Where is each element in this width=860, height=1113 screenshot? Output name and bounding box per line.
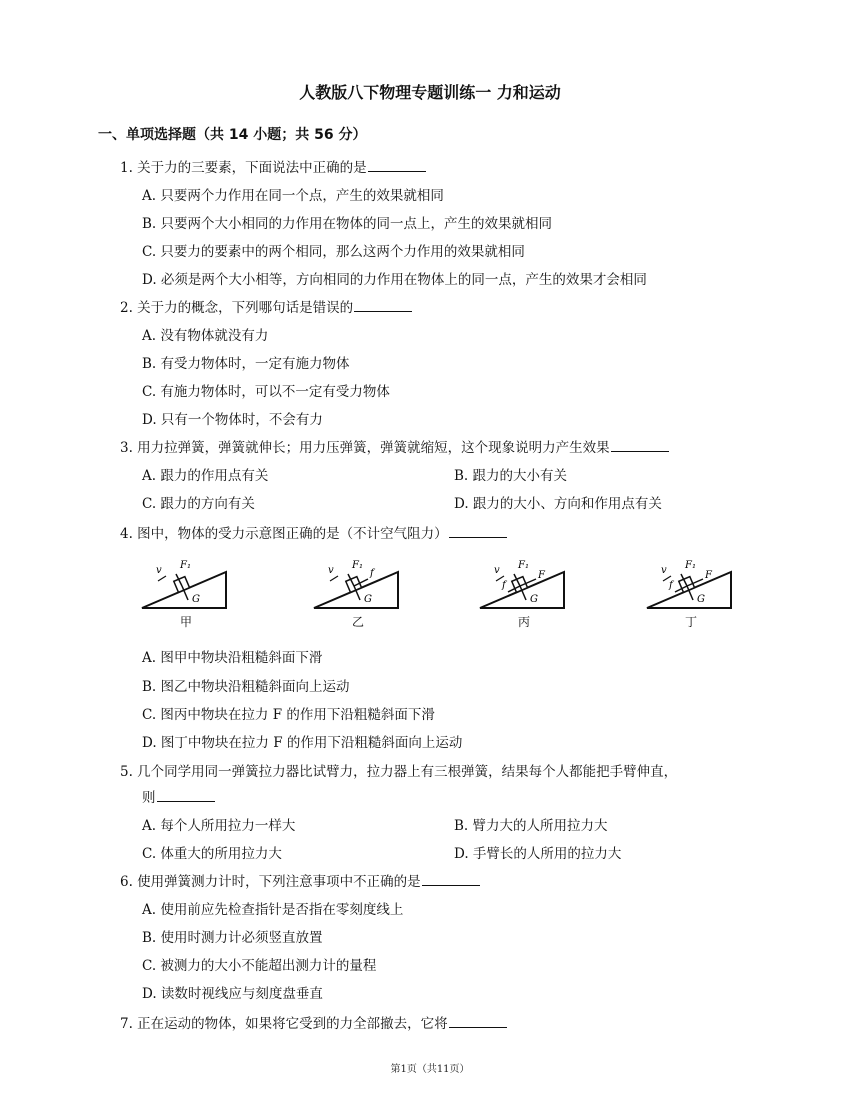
option: C. 只要力的要素中的两个相同，那么这两个力作用的效果就相同 xyxy=(142,244,525,260)
question-5-stem-cont: 则 xyxy=(142,786,215,806)
friction-label: f xyxy=(669,580,673,591)
question-4-stem: 4. 图中，物体的受力示意图正确的是（不计空气阻力） xyxy=(120,522,507,542)
option: C. 被测力的大小不能超出测力计的量程 xyxy=(142,958,377,974)
figure-label: 丙 xyxy=(517,615,530,629)
question-7-stem: 7. 正在运动的物体，如果将它受到的力全部撤去，它将 xyxy=(120,1012,507,1032)
option: B. 臂力大的人所用拉力大 xyxy=(454,818,608,834)
velocity-label: v xyxy=(328,565,334,576)
option: C. 图丙中物块在拉力 F 的作用下沿粗糙斜面下滑 xyxy=(142,707,435,723)
option: D. 必须是两个大小相等，方向相同的力作用在物体上的同一点，产生的效果才会相同 xyxy=(142,272,647,288)
force-label: F₁ xyxy=(685,560,696,571)
option: B. 只要两个大小相同的力作用在物体的同一点上，产生的效果就相同 xyxy=(142,216,553,232)
page-title: 人教版八下物理专题训练一 力和运动 xyxy=(299,83,561,102)
pull-force-label: F xyxy=(705,570,712,581)
option: B. 跟力的大小有关 xyxy=(454,468,568,484)
friction-label: f xyxy=(502,580,506,591)
option: A. 只要两个力作用在同一个点，产生的效果就相同 xyxy=(142,188,444,204)
answer-blank xyxy=(354,299,412,312)
option: D. 只有一个物体时，不会有力 xyxy=(142,412,323,428)
velocity-label: v xyxy=(661,565,667,576)
option: D. 手臂长的人所用的拉力大 xyxy=(454,846,622,862)
gravity-label: G xyxy=(192,594,200,605)
option: A. 每个人所用拉力一样大 xyxy=(142,818,296,834)
question-3-stem: 3. 用力拉弹簧，弹簧就伸长；用力压弹簧，弹簧就缩短，这个现象说明力产生效果 xyxy=(120,436,669,456)
section-heading: 一、单项选择题（共 14 小题；共 56 分） xyxy=(98,127,367,143)
gravity-label: G xyxy=(364,594,372,605)
option: D. 图丁中物块在拉力 F 的作用下沿粗糙斜面向上运动 xyxy=(142,735,463,751)
option: C. 体重大的所用拉力大 xyxy=(142,846,282,862)
option: A. 图甲中物块沿粗糙斜面下滑 xyxy=(142,650,323,666)
force-label: F₁ xyxy=(180,560,191,571)
option: B. 图乙中物块沿粗糙斜面向上运动 xyxy=(142,679,350,695)
option: B. 有受力物体时，一定有施力物体 xyxy=(142,356,350,372)
question-6-stem: 6. 使用弹簧测力计时，下列注意事项中不正确的是 xyxy=(120,870,480,890)
option: A. 使用前应先检查指针是否指在零刻度线上 xyxy=(142,902,404,918)
gravity-label: G xyxy=(697,594,705,605)
friction-label: f xyxy=(370,568,374,579)
option: D. 读数时视线应与刻度盘垂直 xyxy=(142,986,323,1002)
option: C. 跟力的方向有关 xyxy=(142,496,255,512)
velocity-label: v xyxy=(156,565,162,576)
option: D. 跟力的大小、方向和作用点有关 xyxy=(454,496,662,512)
force-label: F₁ xyxy=(518,560,529,571)
pull-force-label: F xyxy=(538,570,545,581)
answer-blank xyxy=(157,789,215,802)
option: A. 跟力的作用点有关 xyxy=(142,468,269,484)
question-5-stem: 5. 几个同学用同一弹簧拉力器比试臂力，拉力器上有三根弹簧，结果每个人都能把手臂伸直， xyxy=(120,764,678,780)
answer-blank xyxy=(611,439,669,452)
gravity-label: G xyxy=(530,594,538,605)
figure-label: 丁 xyxy=(684,615,697,629)
force-label: F₁ xyxy=(352,560,363,571)
answer-blank xyxy=(422,873,480,886)
option: B. 使用时测力计必须竖直放置 xyxy=(142,930,323,946)
answer-blank xyxy=(368,159,426,172)
figure-label: 乙 xyxy=(351,615,364,629)
page-footer: 第1页（共11页） xyxy=(390,1064,470,1075)
figure-label: 甲 xyxy=(179,615,192,629)
question-2-stem: 2. 关于力的概念，下列哪句话是错误的 xyxy=(120,296,412,316)
answer-blank xyxy=(449,525,507,538)
answer-blank xyxy=(449,1015,507,1028)
velocity-label: v xyxy=(494,565,500,576)
option: A. 没有物体就没有力 xyxy=(142,328,269,344)
option: C. 有施力物体时，可以不一定有受力物体 xyxy=(142,384,390,400)
question-1-stem: 1. 关于力的三要素，下面说法中正确的是 xyxy=(120,156,426,176)
